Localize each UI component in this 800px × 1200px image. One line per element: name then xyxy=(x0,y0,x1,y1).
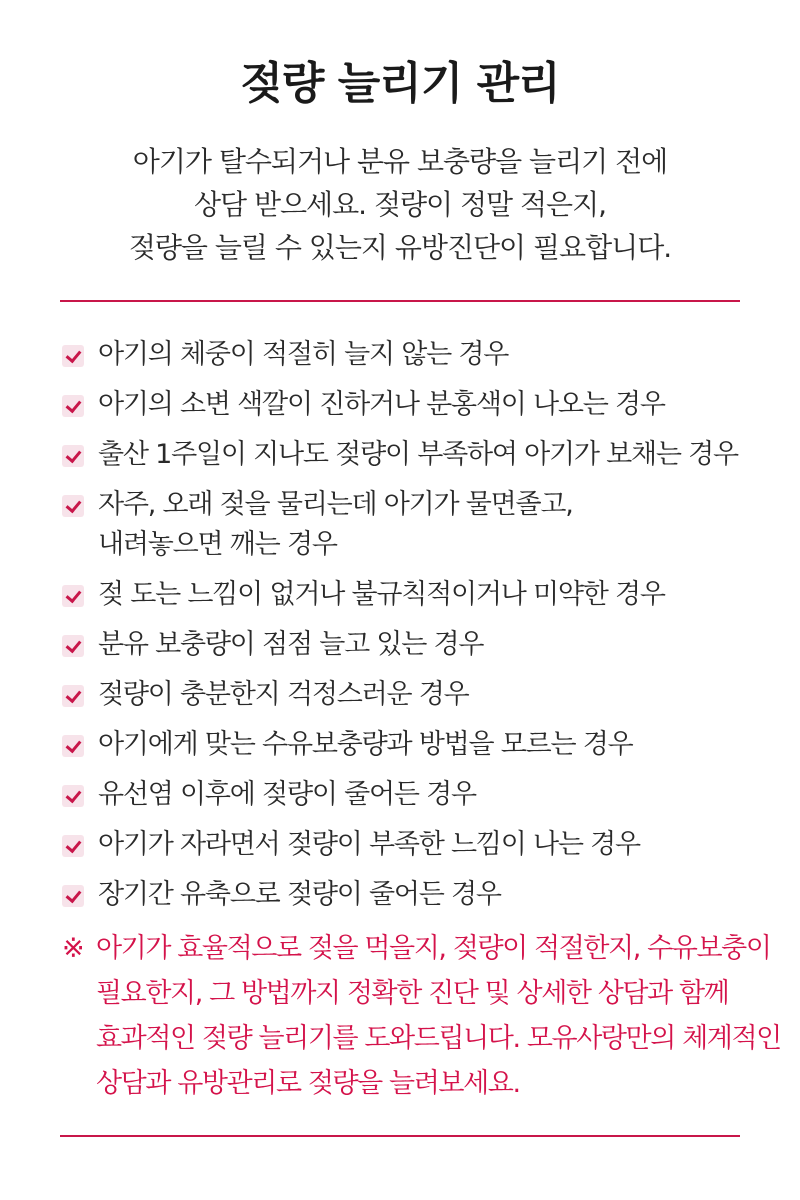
checkbox-check-icon xyxy=(62,585,84,607)
checkbox-check-icon xyxy=(62,395,84,417)
reference-note xyxy=(62,926,792,1106)
list-item xyxy=(62,435,782,475)
top-divider xyxy=(60,300,740,302)
list-item xyxy=(62,385,782,425)
list-item-text: 아기의 체중이 적절히 늘지 않는 경우 xyxy=(98,339,509,370)
list-item xyxy=(62,675,782,715)
intro-line: 상담 받으세요. 젖량이 정말 적은지, xyxy=(193,188,607,221)
note-line: 필요한지, 그 방법까지 정확한 진단 및 상세한 상담과 함께 xyxy=(96,978,729,1009)
checkbox-check-icon xyxy=(62,835,84,857)
checkbox-check-icon xyxy=(62,885,84,907)
list-item-text: 젖량이 충분한지 걱정스러운 경우 xyxy=(98,679,469,710)
list-item-text: 젖 도는 느낌이 없거나 불규칙적이거나 미약한 경우 xyxy=(98,579,665,610)
list-item xyxy=(62,335,782,375)
list-item-line: 내려놓으면 깨는 경우 xyxy=(98,529,337,560)
checkbox-check-icon xyxy=(62,445,84,467)
checkbox-check-icon xyxy=(62,495,84,517)
list-item xyxy=(62,775,782,815)
bottom-divider xyxy=(60,1135,740,1137)
note-line: 효과적인 젖량 늘리기를 도와드립니다. 모유사랑만의 체계적인 xyxy=(96,1023,781,1054)
list-item-text: 장기간 유축으로 젖량이 줄어든 경우 xyxy=(98,879,501,910)
list-item-text: 아기의 소변 색깔이 진하거나 분홍색이 나오는 경우 xyxy=(98,389,665,420)
list-item-text: 아기가 자라면서 젖량이 부족한 느낌이 나는 경우 xyxy=(98,829,640,860)
checkbox-check-icon xyxy=(62,735,84,757)
list-item xyxy=(62,725,782,765)
checklist xyxy=(62,335,782,925)
note-line: 아기가 효율적으로 젖을 먹을지, 젖량이 적절한지, 수유보충이 xyxy=(96,933,771,964)
list-item-text: 아기에게 맞는 수유보충량과 방법을 모르는 경우 xyxy=(98,729,633,760)
note-line: 상담과 유방관리로 젖량을 늘려보세요. xyxy=(96,1068,520,1099)
list-item xyxy=(62,485,782,565)
checkbox-check-icon xyxy=(62,785,84,807)
list-item-text: 분유 보충량이 점점 늘고 있는 경우 xyxy=(98,629,484,660)
list-item-text: 유선염 이후에 젖량이 줄어든 경우 xyxy=(98,779,476,810)
intro-line: 아기가 탈수되거나 분유 보충량을 늘리기 전에 xyxy=(132,145,668,178)
note-text xyxy=(96,926,781,1106)
intro-line: 젖량을 늘릴 수 있는지 유방진단이 필요합니다. xyxy=(128,231,672,264)
list-item-line: 자주, 오래 젖을 물리는데 아기가 물면졸고, xyxy=(98,489,573,520)
list-item-text xyxy=(98,485,573,565)
reference-mark: ※ xyxy=(62,933,84,964)
list-item xyxy=(62,875,782,915)
checkbox-check-icon xyxy=(62,345,84,367)
checkbox-check-icon xyxy=(62,685,84,707)
list-item xyxy=(62,575,782,615)
list-item xyxy=(62,825,782,865)
intro-paragraph xyxy=(0,140,800,269)
checkbox-check-icon xyxy=(62,635,84,657)
list-item xyxy=(62,625,782,665)
list-item-text: 출산 1주일이 지나도 젖량이 부족하여 아기가 보채는 경우 xyxy=(98,439,738,470)
page-title: 젖량 늘리기 관리 xyxy=(240,58,560,109)
